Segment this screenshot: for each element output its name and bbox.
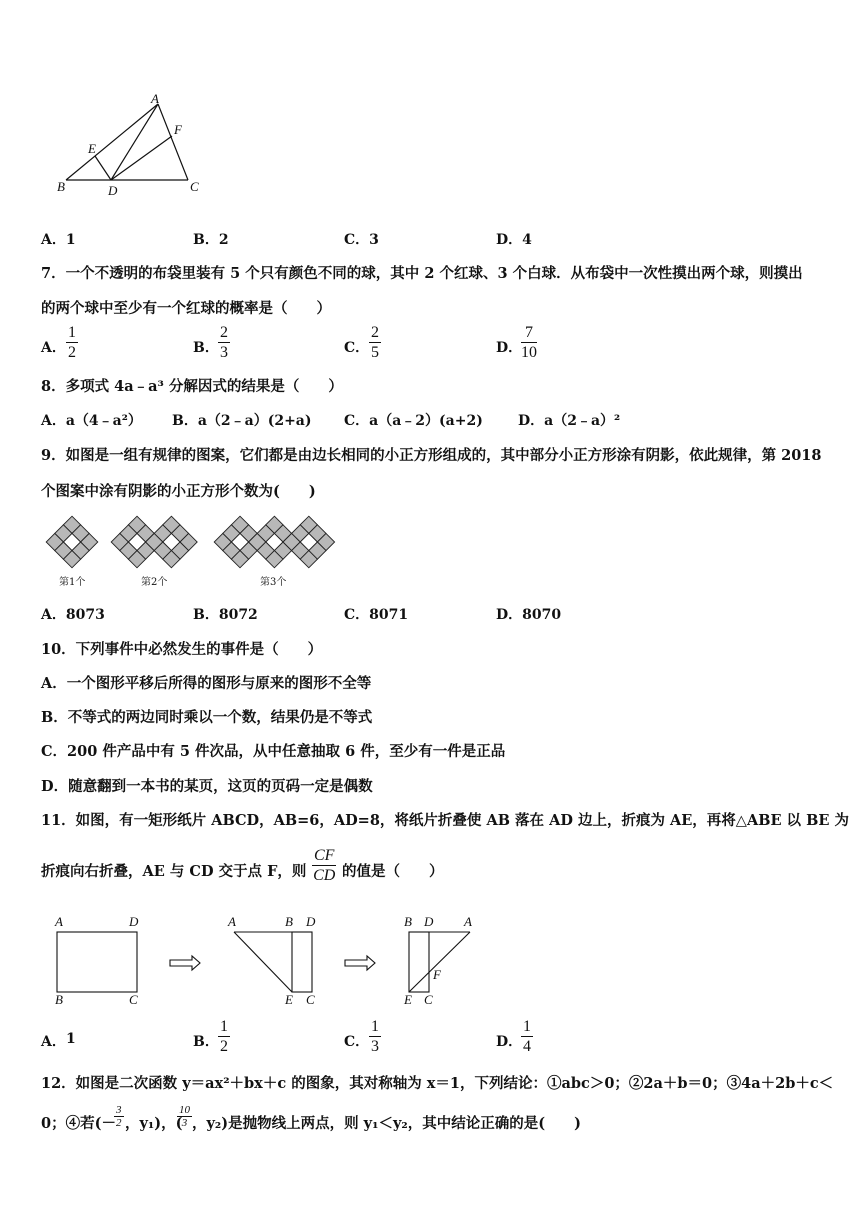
q7-line-1: 7．一个不透明的布袋里装有 5 个只有颜色不同的球，其中 2 个红球、3 个白球．从布袋中一次性摸出两个球，则摸出 bbox=[41, 265, 803, 282]
q11-c-den: 3 bbox=[371, 1038, 379, 1055]
label-A: A bbox=[151, 91, 159, 106]
q6-option-a: A．1 bbox=[41, 232, 76, 248]
q11-option-d-letter: D． bbox=[496, 1034, 523, 1050]
q7-option-d-letter: D． bbox=[496, 340, 523, 356]
fig1-label-C: C bbox=[129, 992, 138, 1007]
q9-option-d: D．8070 bbox=[496, 607, 562, 623]
q12-line-2-part-2: ，y₁)，( bbox=[125, 1115, 183, 1132]
q7-option-c-letter: C． bbox=[344, 340, 370, 356]
q6-option-c: C．3 bbox=[344, 232, 379, 248]
q11-d-den: 4 bbox=[523, 1038, 531, 1055]
q6-option-b: B．2 bbox=[193, 232, 229, 248]
q10-option-d: D．随意翻到一本书的某页，这页的页码一定是偶数 bbox=[41, 778, 373, 795]
q11-line-2b: 的值是（ ） bbox=[342, 863, 444, 880]
q8-option-b: B．a（2﹣a）(2+a) bbox=[172, 413, 312, 429]
pattern-caption-2: 第2个 bbox=[141, 577, 168, 588]
q11-option-a-value: 1 bbox=[66, 1031, 76, 1047]
pattern-caption-3: 第3个 bbox=[260, 577, 287, 588]
q12-fraction-1 bbox=[114, 1104, 124, 1130]
q11-option-b-letter: B． bbox=[193, 1034, 219, 1050]
q7-a-den: 2 bbox=[68, 344, 76, 361]
q11-b-num: 1 bbox=[220, 1018, 228, 1035]
fig3-label-D: D bbox=[424, 914, 434, 929]
q11-option-d-fraction bbox=[521, 1018, 533, 1057]
q12-line-2-part-1: 0；④若(－ bbox=[41, 1115, 116, 1132]
q11-option-a-letter: A． bbox=[41, 1034, 66, 1050]
label-C: C bbox=[190, 179, 199, 194]
q11-option-b-fraction bbox=[218, 1018, 230, 1057]
fig2-label-E: E bbox=[285, 992, 293, 1007]
q12-fraction-2 bbox=[177, 1104, 192, 1130]
fig1-label-A: A bbox=[55, 914, 63, 929]
fig3-label-C: C bbox=[424, 992, 433, 1007]
q12-line-2-part-3: ，y₂)是抛物线上两点，则 y₁＜y₂，其中结论正确的是( ) bbox=[192, 1115, 581, 1132]
q7-option-b-letter: B． bbox=[193, 340, 219, 356]
q11-line-2a: 折痕向右折叠，AE 与 CD 交于点 F，则 bbox=[41, 863, 307, 880]
fig2-label-A: A bbox=[228, 914, 236, 929]
q11-frac-num: CF bbox=[314, 847, 335, 864]
q9-option-a: A．8073 bbox=[41, 607, 105, 623]
q11-option-c-fraction bbox=[369, 1018, 381, 1057]
q7-b-num: 2 bbox=[220, 324, 228, 341]
q9-line-2: 个图案中涂有阴影的小正方形个数为( ) bbox=[41, 483, 316, 500]
q7-option-a-letter: A． bbox=[41, 340, 66, 356]
q11-b-den: 2 bbox=[220, 1038, 228, 1055]
fig3-label-F: F bbox=[433, 967, 441, 982]
q7-line-2: 的两个球中至少有一个红球的概率是（ ） bbox=[41, 300, 331, 317]
q7-c-den: 5 bbox=[371, 344, 379, 361]
fig2-label-B: B bbox=[285, 914, 293, 929]
q11-line-1: 11．如图，有一矩形纸片 ABCD，AB=6，AD=8，将纸片折叠使 AB 落在 AD 边上，折痕为 AE，再将△ABE 以 BE 为 bbox=[41, 812, 849, 829]
label-F: F bbox=[174, 122, 182, 137]
label-E: E bbox=[88, 141, 96, 156]
q11-option-c-letter: C． bbox=[344, 1034, 370, 1050]
pattern-caption-1: 第1个 bbox=[59, 577, 86, 588]
q8-option-a: A．a（4﹣a²） bbox=[41, 413, 142, 429]
q12-f2-num: 10 bbox=[179, 1104, 190, 1116]
q12-line-1: 12．如图是二次函数 y＝ax²＋bx＋c 的图象，其对称轴为 x＝1，下列结论：①abc＞0；②2a＋b＝0；③4a＋2b＋c＜ bbox=[41, 1075, 834, 1092]
q7-d-num: 7 bbox=[521, 324, 537, 343]
q6-option-d: D．4 bbox=[496, 232, 532, 248]
q12-f2-den: 3 bbox=[181, 1117, 188, 1129]
q11-frac-den: CD bbox=[313, 867, 336, 884]
q9-line-1: 9．如图是一组有规律的图案，它们都是由边长相同的小正方形组成的，其中部分小正方形涂有阴影，依此规律，第 2018 bbox=[41, 447, 822, 464]
q9-option-c: C．8071 bbox=[344, 607, 409, 623]
q11-c-num: 1 bbox=[371, 1018, 379, 1035]
fig1-label-B: B bbox=[55, 992, 63, 1007]
fig3-label-E: E bbox=[404, 992, 412, 1007]
fig2-label-D: D bbox=[306, 914, 316, 929]
fig1-label-D: D bbox=[129, 914, 139, 929]
q10-option-b: B．不等式的两边同时乘以一个数，结果仍是不等式 bbox=[41, 709, 373, 726]
label-D: D bbox=[108, 183, 118, 198]
q11-d-num: 1 bbox=[523, 1018, 531, 1035]
q9-option-b: B．8072 bbox=[193, 607, 258, 623]
q7-c-num: 2 bbox=[371, 324, 379, 341]
q8-option-c: C．a（a﹣2）(a+2) bbox=[344, 413, 483, 429]
q7-d-den: 10 bbox=[521, 344, 537, 361]
q10-line: 10．下列事件中必然发生的事件是（ ） bbox=[41, 641, 323, 658]
label-B: B bbox=[57, 179, 65, 194]
q7-b-den: 3 bbox=[220, 344, 228, 361]
q10-option-c: C．200 件产品中有 5 件次品，从中任意抽取 6 件，至少有一件是正品 bbox=[41, 743, 506, 760]
fig3-label-A: A bbox=[464, 914, 472, 929]
fig2-label-C: C bbox=[306, 992, 315, 1007]
q12-f1-den: 2 bbox=[116, 1117, 122, 1129]
q12-f1-num: 3 bbox=[116, 1104, 122, 1116]
fig3-label-B: B bbox=[404, 914, 412, 929]
q10-option-a: A．一个图形平移后所得的图形与原来的图形不全等 bbox=[41, 675, 372, 692]
q7-a-num: 1 bbox=[68, 324, 76, 341]
q8-option-d: D．a（2﹣a）² bbox=[518, 413, 621, 429]
q8-line: 8．多项式 4a﹣a³ 分解因式的结果是（ ） bbox=[41, 378, 343, 395]
